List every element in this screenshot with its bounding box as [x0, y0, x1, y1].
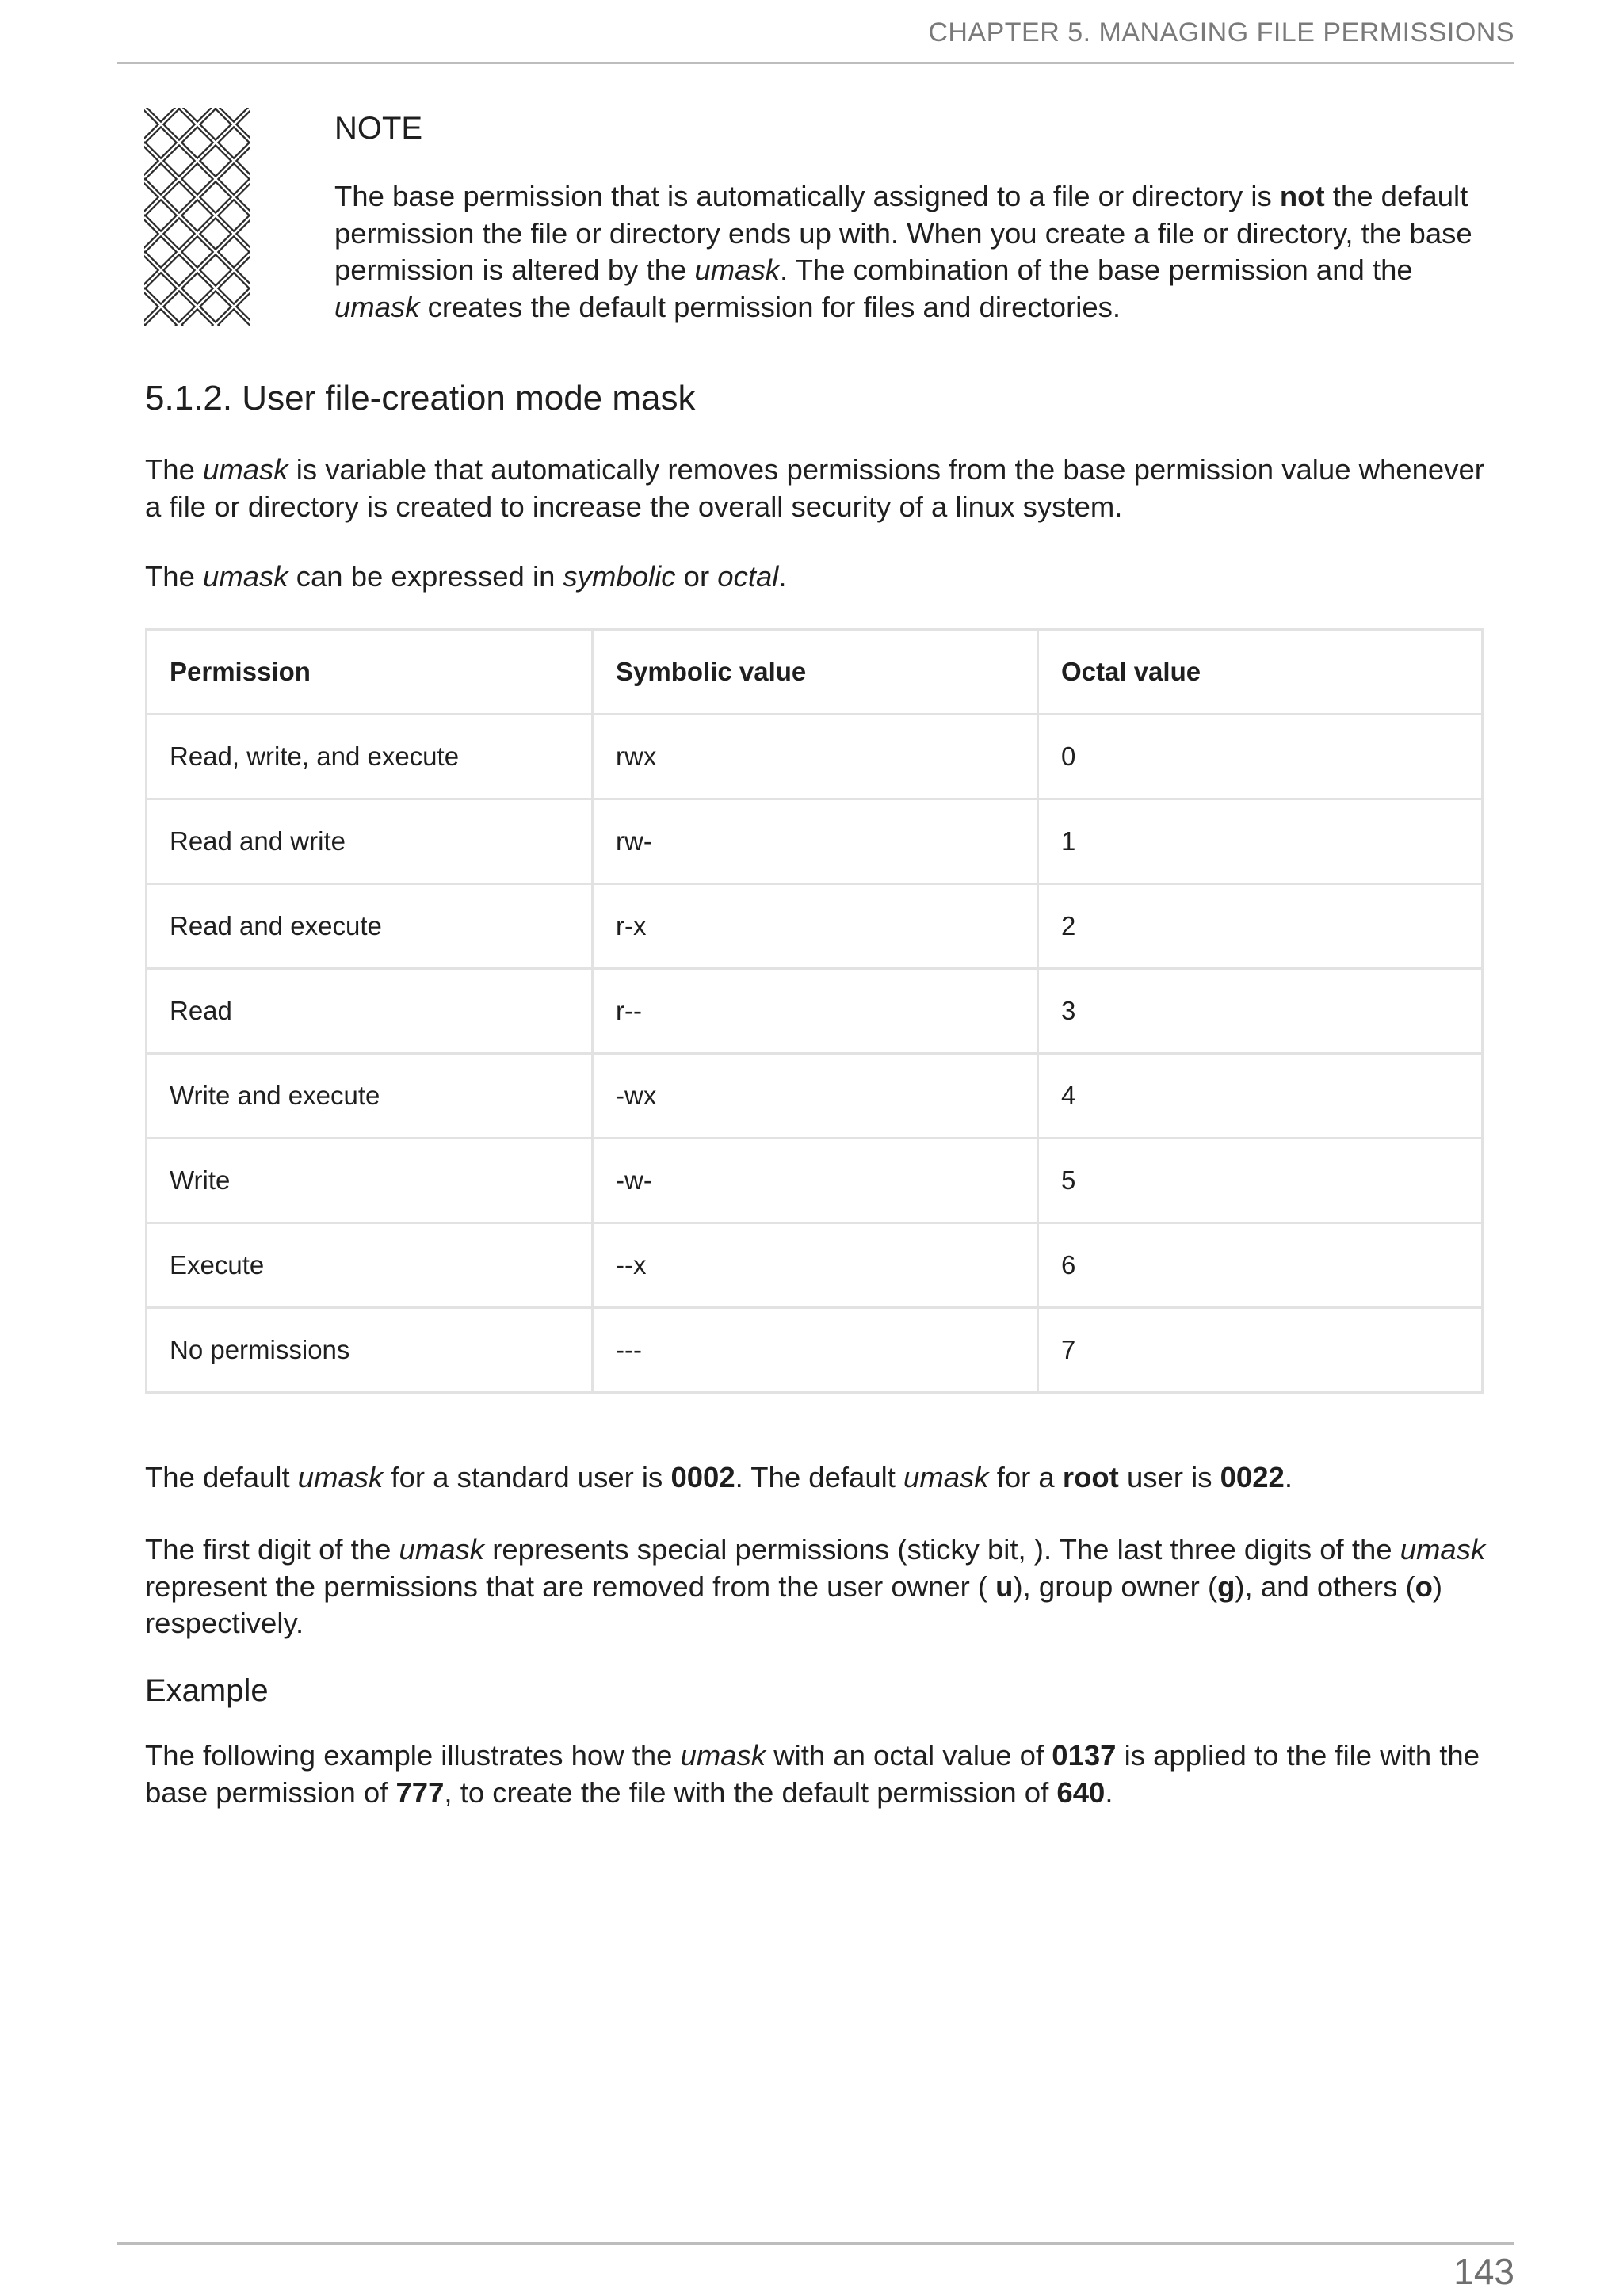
column-header-symbolic: Symbolic value: [593, 630, 1038, 715]
example-paragraph: The following example illustrates how the umask with an octal value of 0137 is applied to the file with the base permission of 777, to create the file with the default permission of 640.: [145, 1739, 1480, 1809]
umask-digits-paragraph: The first digit of the umask represents special permissions (sticky bit, ). The last three digits of the umask represent the permissions that are removed from the user owner ( u), group owner (g), and others (o) respectively.: [145, 1533, 1486, 1639]
umask-expressed-paragraph: The umask can be expressed in symbolic or octal.: [145, 560, 787, 593]
symbolic-cell: rw-: [593, 799, 1038, 884]
default-umask-paragraph: The default umask for a standard user is 0002. The default umask for a root user is 0022.: [145, 1461, 1293, 1493]
octal-cell: 3: [1038, 969, 1483, 1054]
symbolic-cell: r--: [593, 969, 1038, 1054]
octal-cell: 5: [1038, 1138, 1483, 1223]
table-row: [147, 1308, 1483, 1393]
octal-cell: 0: [1038, 715, 1483, 799]
table-row: [147, 1223, 1483, 1308]
table-row: [147, 799, 1483, 884]
octal-cell: 7: [1038, 1308, 1483, 1393]
symbolic-cell: rwx: [593, 715, 1038, 799]
table-row: [147, 884, 1483, 969]
column-header-permission: Permission: [147, 630, 593, 715]
section-title: 5.1.2. User file-creation mode mask: [145, 379, 696, 418]
column-header-octal: Octal value: [1038, 630, 1483, 715]
umask-table: [145, 628, 1484, 1394]
symbolic-cell: -w-: [593, 1138, 1038, 1223]
footer-rule: [117, 2242, 1514, 2245]
chapter-header: CHAPTER 5. MANAGING FILE PERMISSIONS: [928, 17, 1514, 48]
permission-cell: Read, write, and execute: [147, 715, 593, 799]
table-header-row: [147, 630, 1483, 715]
example-heading: Example: [145, 1673, 269, 1708]
permission-cell: Execute: [147, 1223, 593, 1308]
octal-cell: 1: [1038, 799, 1483, 884]
table-row: [147, 1138, 1483, 1223]
permission-cell: Read: [147, 969, 593, 1054]
permission-cell: Read and write: [147, 799, 593, 884]
header-rule: [117, 62, 1514, 64]
octal-cell: 6: [1038, 1223, 1483, 1308]
page-number: 143: [1453, 2251, 1514, 2292]
octal-cell: 2: [1038, 884, 1483, 969]
symbolic-cell: ---: [593, 1308, 1038, 1393]
permission-cell: Write: [147, 1138, 593, 1223]
umask-intro-paragraph: The umask is variable that automatically removes permissions from the base permission value whenever a file or directory is created to increase the overall security of a linux system.: [145, 453, 1484, 523]
table-row: [147, 715, 1483, 799]
symbolic-cell: -wx: [593, 1054, 1038, 1138]
note-lattice-icon: [144, 108, 250, 326]
note-title: NOTE: [334, 111, 423, 146]
permission-cell: No permissions: [147, 1308, 593, 1393]
table-row: [147, 969, 1483, 1054]
symbolic-cell: r-x: [593, 884, 1038, 969]
table-row: [147, 1054, 1483, 1138]
octal-cell: 4: [1038, 1054, 1483, 1138]
note-body: The base permission that is automatically assigned to a file or directory is not the default permission the file or directory ends up with. When you create a file or directory, the base permission is altered by the umask. The combination of the base permission and the umask creates the default permission for files and directories.: [334, 180, 1472, 323]
symbolic-cell: --x: [593, 1223, 1038, 1308]
permission-cell: Write and execute: [147, 1054, 593, 1138]
permission-cell: Read and execute: [147, 884, 593, 969]
